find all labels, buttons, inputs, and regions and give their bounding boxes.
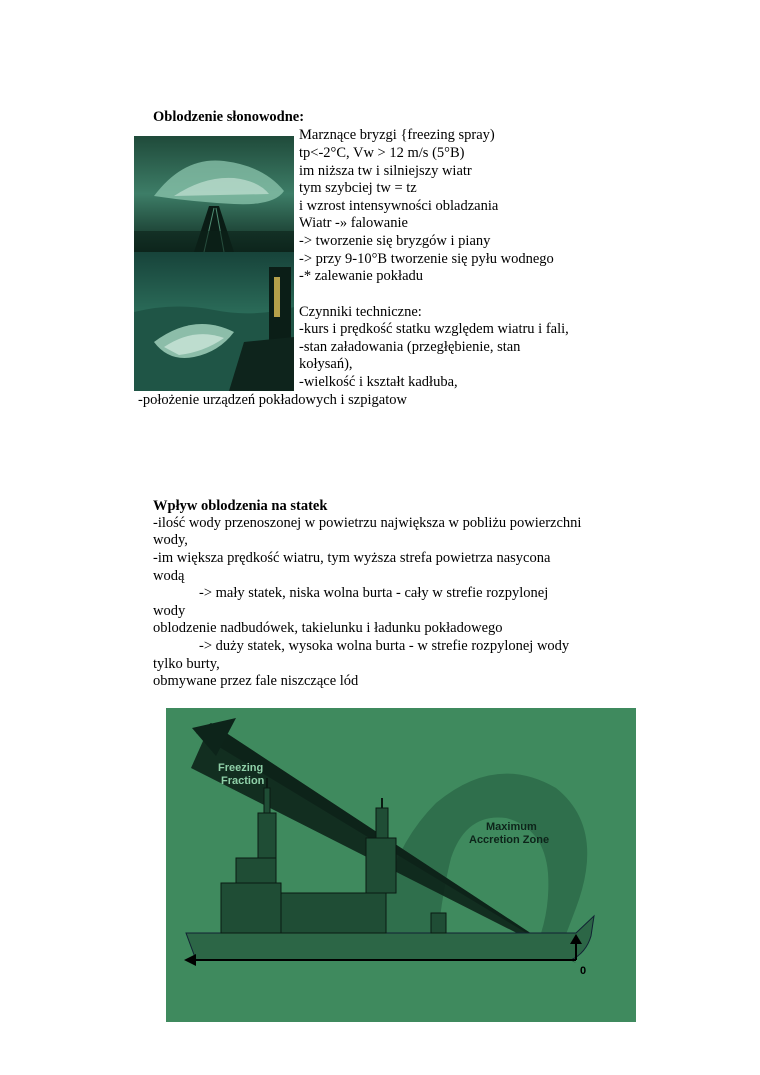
s2-line: -> mały statek, niska wolna burta - cały w strefie rozpylonej [199, 585, 549, 601]
s1-line: -stan załadowania (przegłębienie, stan [299, 339, 521, 355]
s2-line: -> duży statek, wysoka wolna burta - w strefie rozpylonej wody [199, 638, 570, 654]
s1-line: -położenie urządzeń pokładowych i szpigatow [138, 392, 407, 408]
s1-line: -* zalewanie pokładu [299, 268, 424, 284]
s2-line: oblodzenie nadbudówek, takielunku i ładunku pokładowego [153, 620, 503, 636]
s2-line: -ilość wody przenoszonej w powietrzu największa w pobliżu powierzchni [153, 515, 582, 531]
s1-line: -wielkość i kształt kadłuba, [299, 374, 458, 390]
freezing-fraction-diagram [166, 708, 636, 1022]
label-freezing: Freezing [218, 762, 264, 774]
section2-heading: Wpływ oblodzenia na statek [153, 498, 328, 514]
s1-line: tp<-2°C, Vw > 12 m/s (5°B) [299, 145, 465, 161]
s2-line: wody, [153, 532, 188, 548]
s1-line: i wzrost intensywności obladzania [299, 198, 499, 214]
label-fraction: Fraction [221, 775, 265, 787]
freezing-spray-photo-top [134, 136, 294, 252]
s1-line: -> tworzenie się bryzgów i piany [299, 233, 491, 249]
ship-bow-in-waves-photo [134, 252, 294, 391]
label-zero: 0 [580, 965, 587, 977]
s2-line: obmywane przez fale niszczące lód [153, 673, 359, 689]
s2-line: -im większa prędkość wiatru, tym wyższa strefa powietrza nasycona [153, 550, 551, 566]
s1-line: -kurs i prędkość statku względem wiatru i fali, [299, 321, 569, 337]
s2-line: wodą [153, 568, 185, 584]
s1-line: -> przy 9-10°B tworzenie się pyłu wodnego [299, 251, 554, 267]
s1-line: Wiatr -» falowanie [299, 215, 408, 231]
s1-line: kołysań), [299, 356, 353, 372]
s1-line: Czynniki techniczne: [299, 304, 422, 320]
s1-line: tym szybciej tw = tz [299, 180, 417, 196]
label-maximum: Maximum [486, 821, 537, 833]
s1-line: Marznące bryzgi {freezing spray) [299, 127, 495, 143]
s2-line: wody [153, 603, 186, 619]
label-accretion-zone: Accretion Zone [469, 834, 550, 846]
s2-line: tylko burty, [153, 656, 220, 672]
section1-heading: Oblodzenie słonowodne: [153, 109, 305, 125]
s1-line: im niższa tw i silniejszy wiatr [299, 163, 472, 179]
